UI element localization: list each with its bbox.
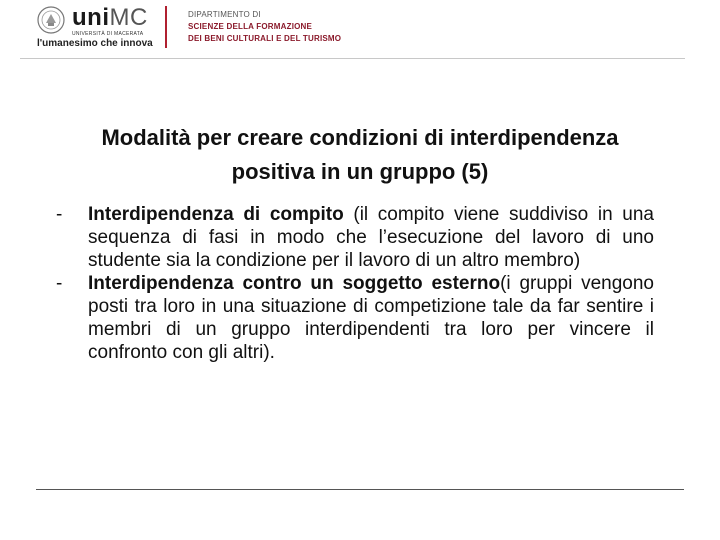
university-seal-icon xyxy=(37,6,65,34)
header-rule xyxy=(20,58,685,59)
dept-line-1: DIPARTIMENTO DI xyxy=(188,10,261,19)
list-item xyxy=(56,203,654,272)
item-bold-term: Interdipendenza contro un soggetto esterno xyxy=(88,273,501,294)
list-item xyxy=(56,272,654,364)
bullet-list xyxy=(56,203,654,364)
dept-line-2: SCIENZE DELLA FORMAZIONE xyxy=(188,22,313,31)
bullet-dash: - xyxy=(56,204,63,225)
bullet-dash: - xyxy=(56,273,63,294)
university-name: UNIVERSITÀ DI MACERATA xyxy=(72,31,144,37)
brand-main: uni xyxy=(72,4,110,31)
item-text: (il compito viene suddiviso in una sequenza di fasi in modo che l’esecuzione del lavoro di uno studente sia la condizione per il lavoro di un altro membro) xyxy=(88,204,654,271)
item-bold-term: Interdipendenza di compito xyxy=(88,204,344,225)
slide-header xyxy=(0,0,720,60)
brand-accent: MC xyxy=(109,4,148,31)
item-text: (i gruppi vengono posti tra loro in una situazione di competizione tale da far sentire i membri di un gruppo interdipendenti tra loro per vincere il confronto con gli altri). xyxy=(88,273,655,363)
dept-line-3: DEI BENI CULTURALI E DEL TURISMO xyxy=(188,34,342,43)
unimc-logo xyxy=(72,4,148,32)
footer-rule xyxy=(36,489,684,490)
tagline: l'umanesimo che innova xyxy=(37,38,153,49)
slide-title: Modalità per creare condizioni di interdipendenza positiva in un gruppo (5) xyxy=(101,125,619,184)
department-name xyxy=(188,9,341,45)
header-divider xyxy=(165,6,167,48)
